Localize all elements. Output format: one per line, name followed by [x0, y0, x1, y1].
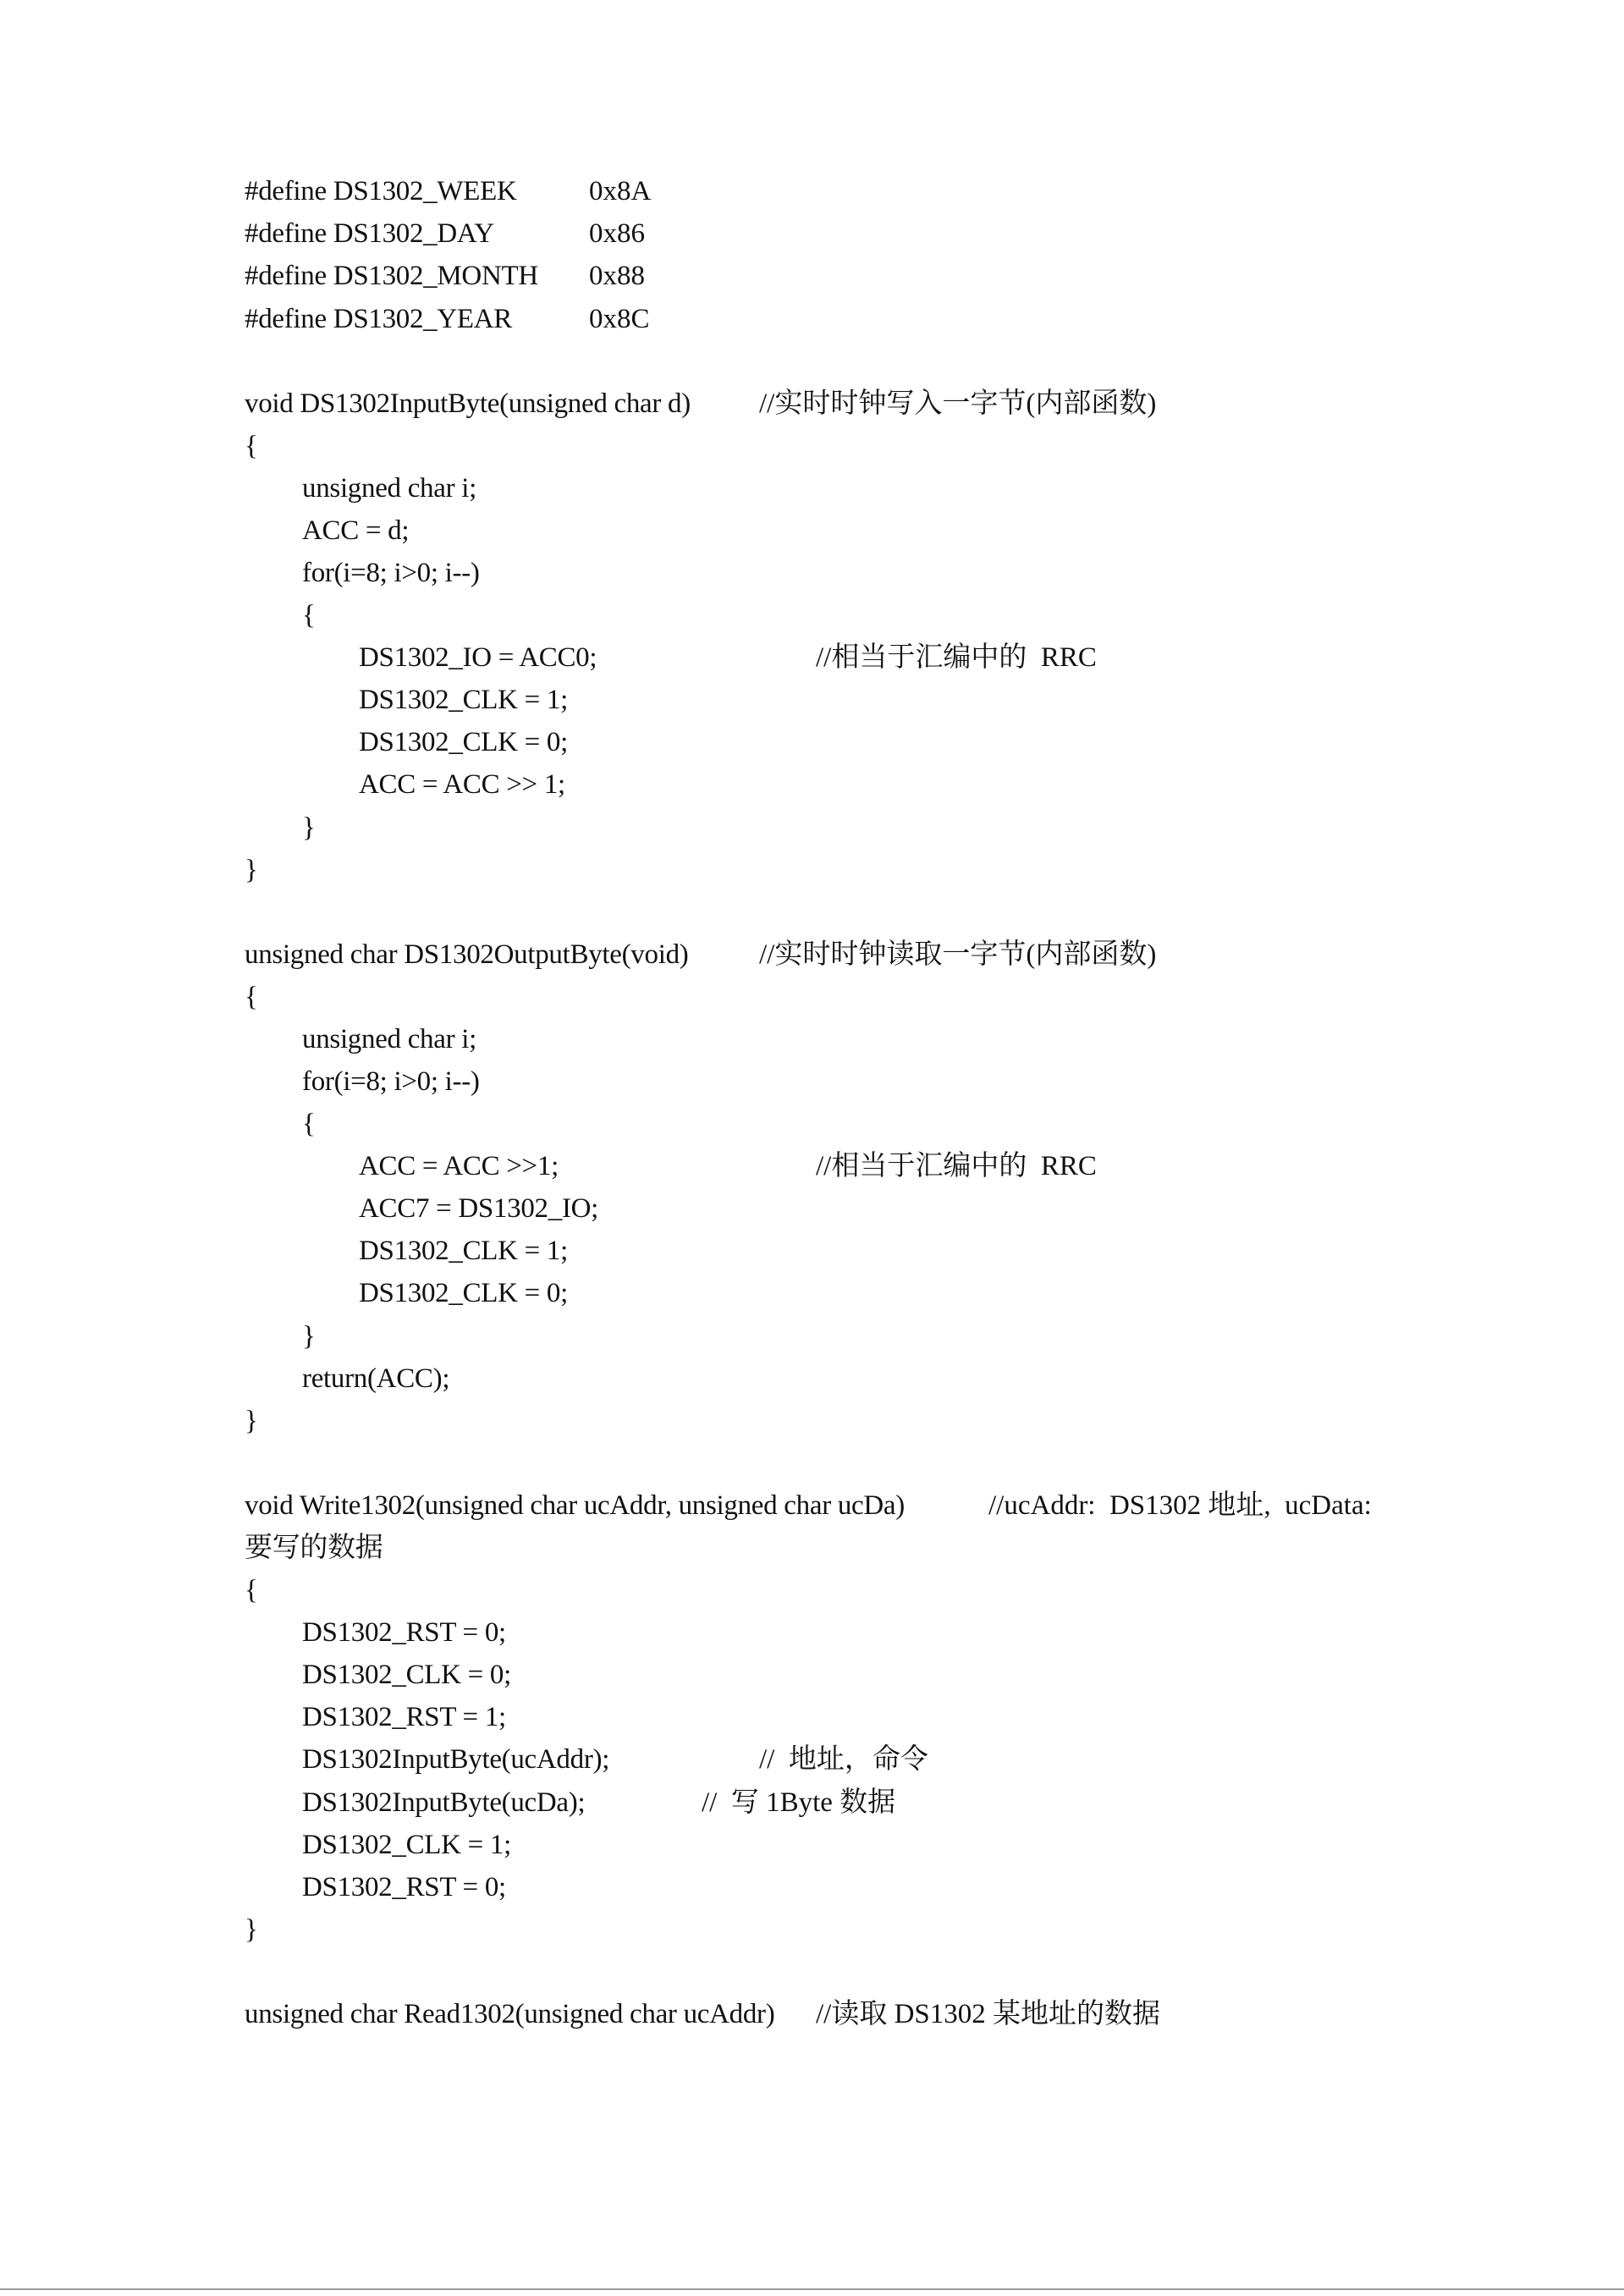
- input-byte-for: for(i=8; i>0; i--): [302, 558, 480, 588]
- output-byte-decl: unsigned char i;: [302, 1024, 476, 1054]
- write1302-clk0: DS1302_CLK = 0;: [302, 1660, 511, 1690]
- write1302-clk1: DS1302_CLK = 1;: [302, 1830, 511, 1860]
- define-year-value: 0x8C: [589, 304, 650, 334]
- input-byte-acc: ACC = d;: [302, 515, 410, 546]
- output-byte-shift-comment: //相当于汇编中的 RRC: [816, 1151, 1097, 1181]
- input-byte-io-comment: //相当于汇编中的 RRC: [816, 642, 1097, 673]
- write1302-input-data: DS1302InputByte(ucDa);: [302, 1787, 586, 1818]
- output-byte-return: return(ACC);: [302, 1363, 450, 1394]
- output-byte-for-close: }: [302, 1321, 316, 1352]
- output-byte-shift: ACC = ACC >>1;: [359, 1151, 559, 1181]
- write1302-input-addr-comment: // 地址，命令: [759, 1744, 928, 1775]
- input-byte-for-close: }: [302, 812, 316, 843]
- input-byte-for-open: {: [302, 600, 316, 630]
- input-byte-open-brace: {: [245, 431, 258, 461]
- write1302-comment: //ucAddr: DS1302 地址, ucData:: [988, 1490, 1372, 1521]
- output-byte-open-brace: {: [245, 982, 258, 1012]
- write1302-rst-end: DS1302_RST = 0;: [302, 1872, 506, 1902]
- define-year-line: #define DS1302_YEAR: [245, 304, 513, 334]
- define-day-value: 0x86: [589, 218, 645, 249]
- input-byte-io: DS1302_IO = ACC0;: [359, 642, 597, 673]
- write1302-comment-continued: 要写的数据: [245, 1533, 383, 1563]
- output-byte-close-brace: }: [245, 1406, 258, 1436]
- output-byte-signature: unsigned char DS1302OutputByte(void): [245, 939, 689, 970]
- output-byte-clk0: DS1302_CLK = 0;: [359, 1278, 568, 1308]
- write1302-open-brace: {: [245, 1575, 258, 1605]
- define-month-value: 0x88: [589, 261, 645, 291]
- input-byte-shift: ACC = ACC >> 1;: [359, 769, 565, 800]
- write1302-rst0: DS1302_RST = 0;: [302, 1617, 506, 1648]
- read1302-signature: unsigned char Read1302(unsigned char ucAddr): [245, 1999, 775, 2029]
- define-week-value: 0x8A: [589, 176, 652, 206]
- define-day-line: #define DS1302_DAY: [245, 218, 494, 249]
- define-month-line: #define DS1302_MONTH: [245, 261, 538, 291]
- input-byte-comment: //实时时钟写入一字节(内部函数): [759, 388, 1157, 419]
- output-byte-clk1: DS1302_CLK = 1;: [359, 1236, 568, 1266]
- write1302-rst1: DS1302_RST = 1;: [302, 1702, 506, 1732]
- input-byte-signature: void DS1302InputByte(unsigned char d): [245, 388, 691, 419]
- output-byte-comment: //实时时钟读取一字节(内部函数): [759, 939, 1157, 970]
- output-byte-for: for(i=8; i>0; i--): [302, 1066, 480, 1097]
- read1302-comment: //读取 DS1302 某地址的数据: [816, 1999, 1161, 2029]
- write1302-input-addr: DS1302InputByte(ucAddr);: [302, 1744, 610, 1775]
- input-byte-decl: unsigned char i;: [302, 473, 476, 504]
- output-byte-acc7: ACC7 = DS1302_IO;: [359, 1193, 599, 1224]
- write1302-input-data-comment: // 写 1Byte 数据: [702, 1787, 896, 1818]
- define-week-line: #define DS1302_WEEK: [245, 176, 517, 206]
- input-byte-close-brace: }: [245, 855, 258, 885]
- page-bottom-rule: [0, 2288, 1624, 2290]
- input-byte-clk1: DS1302_CLK = 1;: [359, 685, 568, 715]
- input-byte-clk0: DS1302_CLK = 0;: [359, 727, 568, 757]
- write1302-close-brace: }: [245, 1914, 258, 1945]
- output-byte-for-open: {: [302, 1109, 316, 1139]
- write1302-signature: void Write1302(unsigned char ucAddr, unsigned char ucDa): [245, 1490, 905, 1521]
